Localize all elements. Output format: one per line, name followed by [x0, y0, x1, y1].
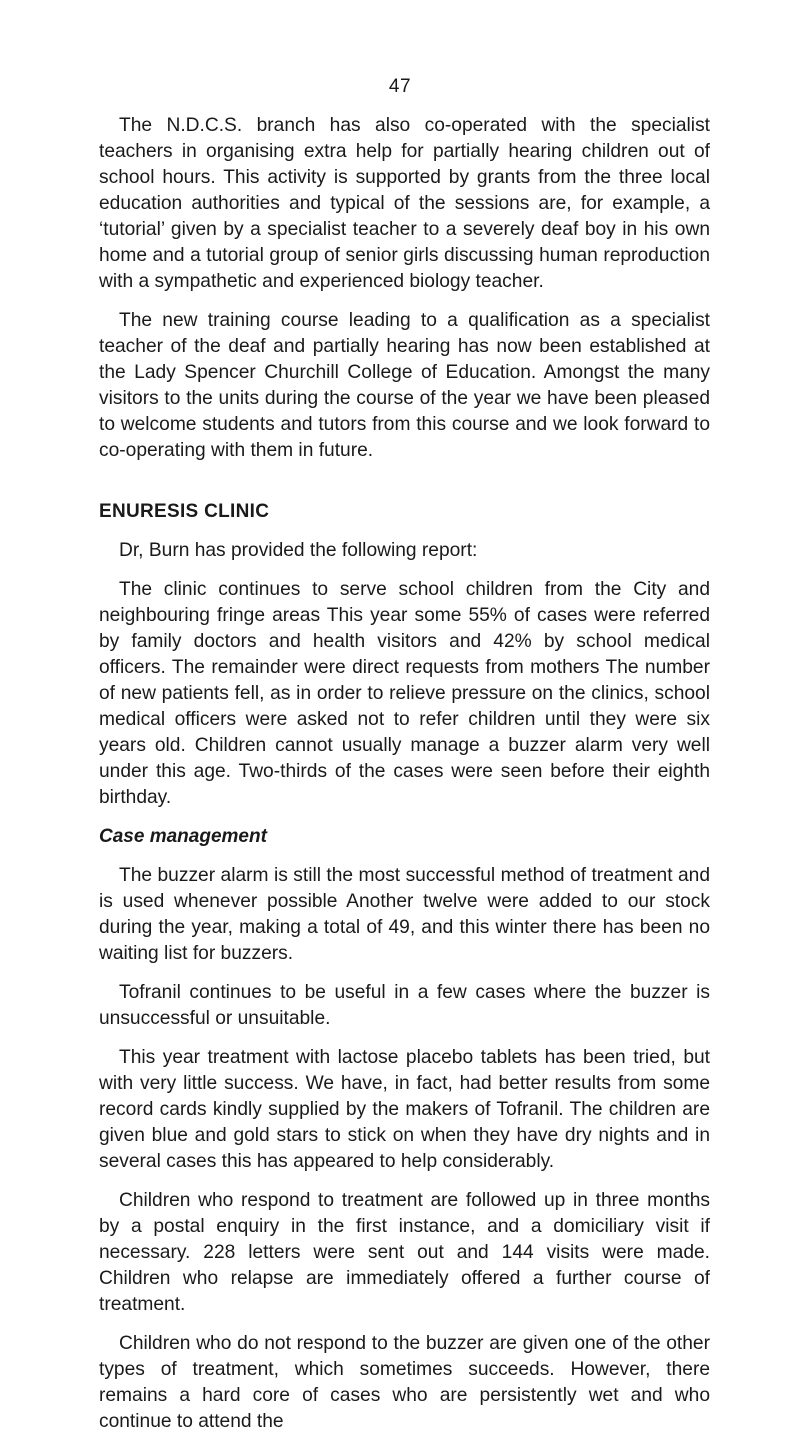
section-heading-enuresis-clinic: ENURESIS CLINIC — [99, 501, 270, 522]
subsection-heading-case-management: Case management — [99, 826, 267, 847]
paragraph-clinic-referrals: The clinic continues to serve school children from the City and neighbouring fringe areas This year some 55% of cases were referred by family doctors and health visitors and 42% by school medical officers. The remainder were direct requests from mothers The number of new patients fell, as in order to relieve pressure on the clinics, school medical officers were asked not to refer children until they were six years old. Children cannot usually manage a buzzer alarm very well under this age. Two-thirds of the cases were seen before their eighth birthday. — [99, 579, 710, 808]
paragraph-placebo-tablets: This year treatment with lactose placebo tablets has been tried, but with very little success. We have, in fact, had better results from some record cards kindly supplied by the makers of Tofranil. The children are given blue and gold stars to stick on when they have dry nights and in several cases this has appeared to help considerably. — [99, 1047, 710, 1172]
page-body — [99, 113, 710, 1435]
paragraph-buzzer-alarm: The buzzer alarm is still the most successful method of treatment and is used whenever possible Another twelve were added to our stock during the year, making a total of 49, and this winter there has been no waiting list for buzzers. — [99, 865, 710, 964]
paragraph-non-responders: Children who do not respond to the buzzer are given one of the other types of treatment, which sometimes succeeds. However, there remains a hard core of cases who are persistently wet and who continue to attend the — [99, 1333, 710, 1432]
paragraph-ndcs-branch: The N.D.C.S. branch has also co-operated with the specialist teachers in organising extra help for partially hearing children out of school hours. This activity is supported by grants from the three local education authorities and typical of the sessions are, for example, a ‘tutorial’ given by a specialist teacher to a severely deaf boy in his own home and a tutorial group of senior girls discussing human reproduction with a sympathetic and experienced biology teacher. — [99, 115, 710, 292]
paragraph-training-course: The new training course leading to a qualification as a specialist teacher of the deaf and partially hearing has now been established at the Lady Spencer Churchill College of Education. Amongst the many visitors to the units during the course of the year we have been pleased to welcome students and tutors from this course and we look forward to co-operating with them in future. — [99, 310, 710, 461]
paragraph-follow-up: Children who respond to treatment are followed up in three months by a postal enquiry in the first instance, and a domiciliary visit if necessary. 228 letters were sent out and 144 visits were made. Children who relapse are immediately offered a further course of treatment. — [99, 1190, 710, 1315]
page-number: 47 — [388, 76, 412, 97]
paragraph-report-intro: Dr, Burn has provided the following report: — [119, 540, 478, 561]
paragraph-tofranil: Tofranil continues to be useful in a few cases where the buzzer is unsuccessful or unsuitable. — [99, 982, 710, 1029]
